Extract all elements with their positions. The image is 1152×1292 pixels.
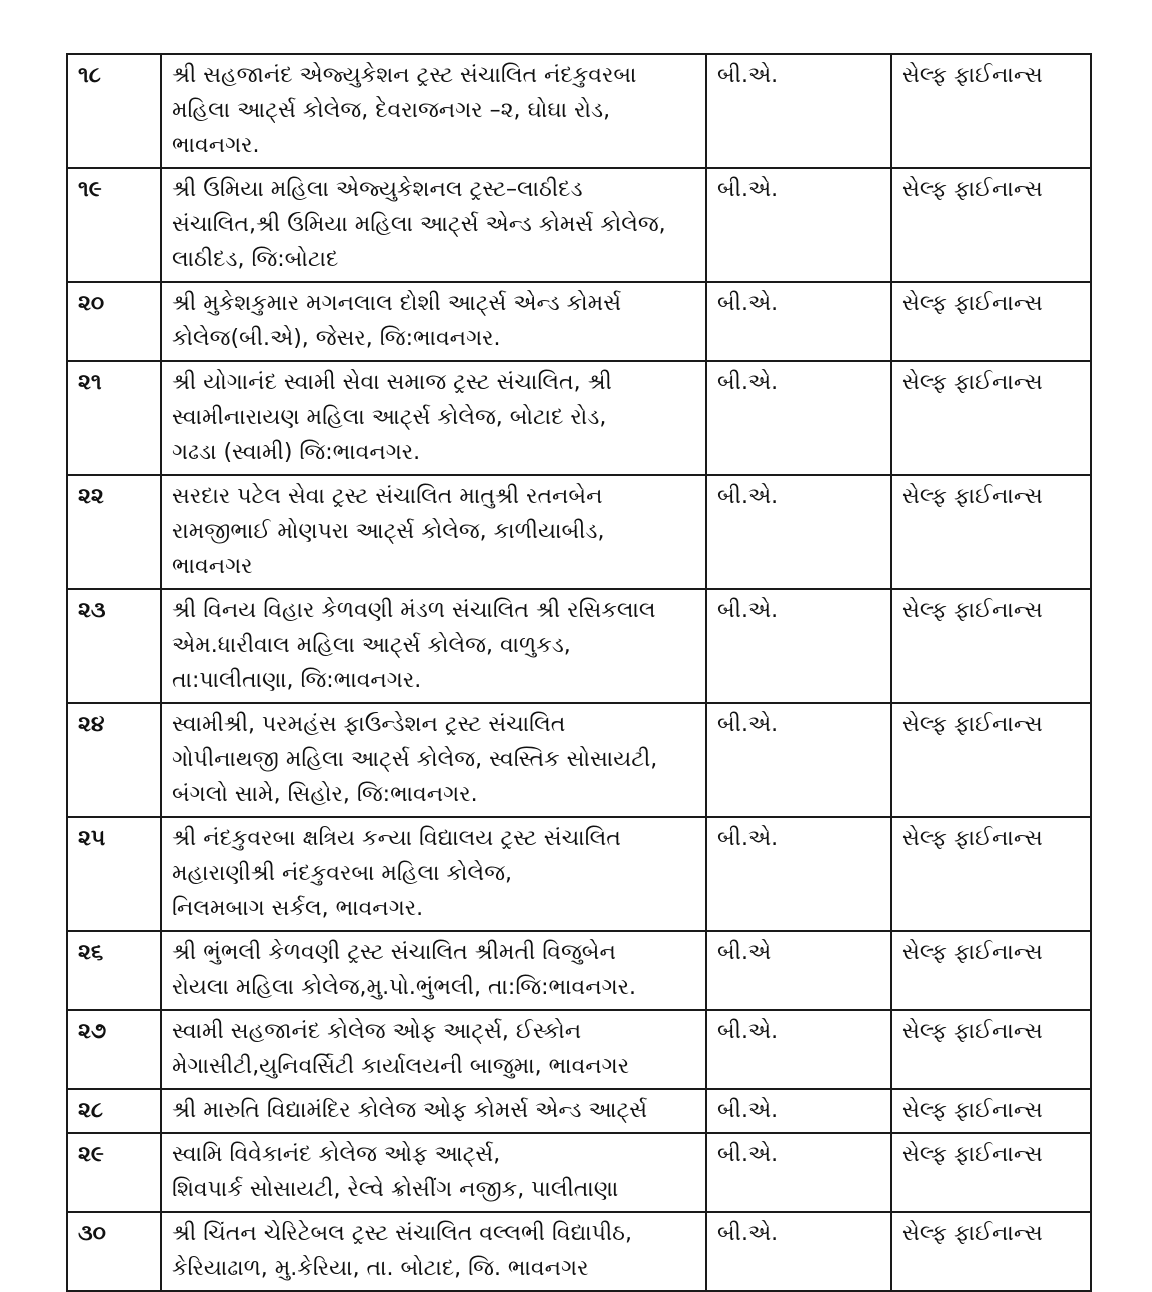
course-cell: બી.એ. — [706, 1089, 891, 1133]
serial-number-cell: ૨૦ — [67, 282, 161, 361]
serial-number-cell: ૨૭ — [67, 1010, 161, 1089]
college-name-line: શ્રી ચિંતન ચેરિટેબલ ટ્રસ્ટ સંચાલિત વલ્લભી વિદ્યાપીઠ, — [172, 1221, 632, 1246]
course-cell: બી.એ. — [706, 703, 891, 817]
college-table — [66, 53, 1092, 1292]
serial-number-cell: ૩૦ — [67, 1212, 161, 1291]
serial-number-cell: ૨૩ — [67, 589, 161, 703]
college-name-line: લાઠીદડ, જિ:બોટાદ — [172, 247, 339, 272]
college-name-cell — [161, 168, 706, 282]
serial-number-cell: ૧૮ — [67, 54, 161, 168]
finance-type-cell: સેલ્ફ ફાઈનાન્સ — [891, 1089, 1091, 1133]
college-name-line: બંગલો સામે, સિહોર, જિ:ભાવનગર. — [172, 782, 478, 807]
college-name-line: એમ.ધારીવાલ મહિલા આર્ટ્સ કોલેજ, વાળુકડ, — [172, 633, 571, 658]
college-name-line: શ્રી મુકેશકુમાર મગનલાલ દોશી આર્ટ્સ એન્ડ કોમર્સ — [172, 291, 622, 316]
college-name-line: ગઢડા (સ્વામી) જિ:ભાવનગર. — [172, 440, 421, 465]
college-name-line: સ્વામીનારાયણ મહિલા આર્ટ્સ કોલેજ, બોટાદ રોડ, — [172, 405, 607, 430]
college-name-line: મેગાસીટી,યુનિવર્સિટી કાર્યાલયની બાજુમા, ભાવનગર — [172, 1054, 630, 1079]
college-name-cell — [161, 1133, 706, 1212]
course-cell: બી.એ. — [706, 1212, 891, 1291]
serial-number-cell: ૨૪ — [67, 703, 161, 817]
college-name-cell — [161, 703, 706, 817]
table-row — [67, 54, 1091, 168]
college-name-line: શ્રી નંદકુવરબા ક્ષત્રિય કન્યા વિદ્યાલય ટ્રસ્ટ સંચાલિત — [172, 826, 621, 851]
college-name-line: મહિલા આર્ટ્સ કોલેજ, દેવરાજનગર –૨, ઘોઘા રોડ, — [172, 98, 611, 123]
college-name-line: સ્વામી સહજાનંદ કોલેજ ઓફ આર્ટ્સ, ઈસ્કોન — [172, 1019, 582, 1044]
college-name-line: શ્રી ભુંભલી કેળવણી ટ્રસ્ટ સંચાલિત શ્રીમતી વિજુબેન — [172, 940, 616, 965]
college-name-line: કેરિયાઢાળ, મુ.કેરિયા, તા. બોટાદ, જિ. ભાવનગર — [172, 1256, 589, 1281]
table-row — [67, 1010, 1091, 1089]
course-cell: બી.એ. — [706, 1010, 891, 1089]
table-row — [67, 282, 1091, 361]
college-name-line: રોયલા મહિલા કોલેજ,મુ.પો.ભુંભલી, તા:જિ:ભાવનગર. — [172, 975, 637, 1000]
college-name-cell — [161, 475, 706, 589]
table-row — [67, 1212, 1091, 1291]
finance-type-cell: સેલ્ફ ફાઈનાન્સ — [891, 475, 1091, 589]
college-name-cell — [161, 589, 706, 703]
college-name-line: શ્રી વિનય વિહાર કેળવણી મંડળ સંચાલિત શ્રી રસિકલાલ — [172, 598, 656, 623]
finance-type-cell: સેલ્ફ ફાઈનાન્સ — [891, 282, 1091, 361]
table-row — [67, 589, 1091, 703]
college-name-line: સ્વામીશ્રી, પરમહંસ ફાઉન્ડેશન ટ્રસ્ટ સંચાલિત — [172, 712, 566, 737]
finance-type-cell: સેલ્ફ ફાઈનાન્સ — [891, 1212, 1091, 1291]
serial-number-cell: ૨૮ — [67, 1089, 161, 1133]
table-row — [67, 361, 1091, 475]
college-name-cell — [161, 1010, 706, 1089]
course-cell: બી.એ. — [706, 817, 891, 931]
serial-number-cell: ૨૫ — [67, 817, 161, 931]
table-row — [67, 703, 1091, 817]
finance-type-cell: સેલ્ફ ફાઈનાન્સ — [891, 817, 1091, 931]
college-name-line: રામજીભાઈ મોણપરા આર્ટ્સ કોલેજ, કાળીયાબીડ, — [172, 519, 605, 544]
finance-type-cell: સેલ્ફ ફાઈનાન્સ — [891, 1133, 1091, 1212]
course-cell: બી.એ. — [706, 54, 891, 168]
course-cell: બી.એ. — [706, 1133, 891, 1212]
course-cell: બી.એ. — [706, 282, 891, 361]
finance-type-cell: સેલ્ફ ફાઈનાન્સ — [891, 168, 1091, 282]
college-name-line: તા:પાલીતાણા, જિ:ભાવનગર. — [172, 668, 422, 693]
serial-number-cell: ૨૯ — [67, 1133, 161, 1212]
college-name-line: ભાવનગર — [172, 554, 253, 579]
college-name-line: સંચાલિત,શ્રી ઉમિયા મહિલા આર્ટ્સ એન્ડ કોમર્સ કોલેજ, — [172, 212, 666, 237]
college-name-cell — [161, 1089, 706, 1133]
serial-number-cell: ૨૬ — [67, 931, 161, 1010]
college-name-line: કોલેજ(બી.એ), જેસર, જિ:ભાવનગર. — [172, 326, 501, 351]
course-cell: બી.એ. — [706, 589, 891, 703]
college-name-line: ગોપીનાથજી મહિલા આર્ટ્સ કોલેજ, સ્વસ્તિક સોસાયટી, — [172, 747, 658, 772]
finance-type-cell: સેલ્ફ ફાઈનાન્સ — [891, 1010, 1091, 1089]
serial-number-cell: ૨૨ — [67, 475, 161, 589]
table-row — [67, 931, 1091, 1010]
college-name-line: શ્રી મારુતિ વિદ્યામંદિર કોલેજ ઓફ કોમર્સ એન્ડ આર્ટ્સ — [172, 1098, 648, 1123]
course-cell: બી.એ. — [706, 475, 891, 589]
college-name-line: શિવપાર્ક સોસાયટી, રેલ્વે ક્રોસીંગ નજીક, પાલીતાણા — [172, 1177, 619, 1202]
table-row — [67, 1133, 1091, 1212]
serial-number-cell: ૧૯ — [67, 168, 161, 282]
serial-number-cell: ૨૧ — [67, 361, 161, 475]
college-name-cell — [161, 361, 706, 475]
finance-type-cell: સેલ્ફ ફાઈનાન્સ — [891, 54, 1091, 168]
table-row — [67, 817, 1091, 931]
finance-type-cell: સેલ્ફ ફાઈનાન્સ — [891, 703, 1091, 817]
college-name-cell — [161, 817, 706, 931]
table-row — [67, 168, 1091, 282]
college-list-page — [66, 53, 1090, 1292]
college-name-cell — [161, 1212, 706, 1291]
finance-type-cell: સેલ્ફ ફાઈનાન્સ — [891, 361, 1091, 475]
table-row — [67, 1089, 1091, 1133]
college-name-line: શ્રી ઉમિયા મહિલા એજ્યુકેશનલ ટ્રસ્ટ–લાઠીદડ — [172, 177, 583, 202]
course-cell: બી.એ — [706, 931, 891, 1010]
college-name-line: સરદાર પટેલ સેવા ટ્રસ્ટ સંચાલિત માતુશ્રી રતનબેન — [172, 484, 603, 509]
college-name-line: શ્રી સહજાનંદ એજ્યુકેશન ટ્રસ્ટ સંચાલિત નંદકુવરબા — [172, 63, 637, 88]
college-name-line: નિલમબાગ સર્કલ, ભાવનગર. — [172, 896, 424, 921]
college-name-line: મહારાણીશ્રી નંદકુવરબા મહિલા કોલેજ, — [172, 861, 512, 886]
college-name-cell — [161, 931, 706, 1010]
college-name-line: સ્વામિ વિવેકાનંદ કોલેજ ઓફ આર્ટ્સ, — [172, 1142, 501, 1167]
finance-type-cell: સેલ્ફ ફાઈનાન્સ — [891, 931, 1091, 1010]
course-cell: બી.એ. — [706, 168, 891, 282]
finance-type-cell: સેલ્ફ ફાઈનાન્સ — [891, 589, 1091, 703]
college-name-cell — [161, 282, 706, 361]
college-name-line: શ્રી યોગાનંદ સ્વામી સેવા સમાજ ટ્રસ્ટ સંચાલિત, શ્રી — [172, 370, 612, 395]
table-row — [67, 475, 1091, 589]
college-name-line: ભાવનગર. — [172, 133, 260, 158]
college-table-body — [67, 54, 1091, 1291]
college-name-cell — [161, 54, 706, 168]
course-cell: બી.એ. — [706, 361, 891, 475]
